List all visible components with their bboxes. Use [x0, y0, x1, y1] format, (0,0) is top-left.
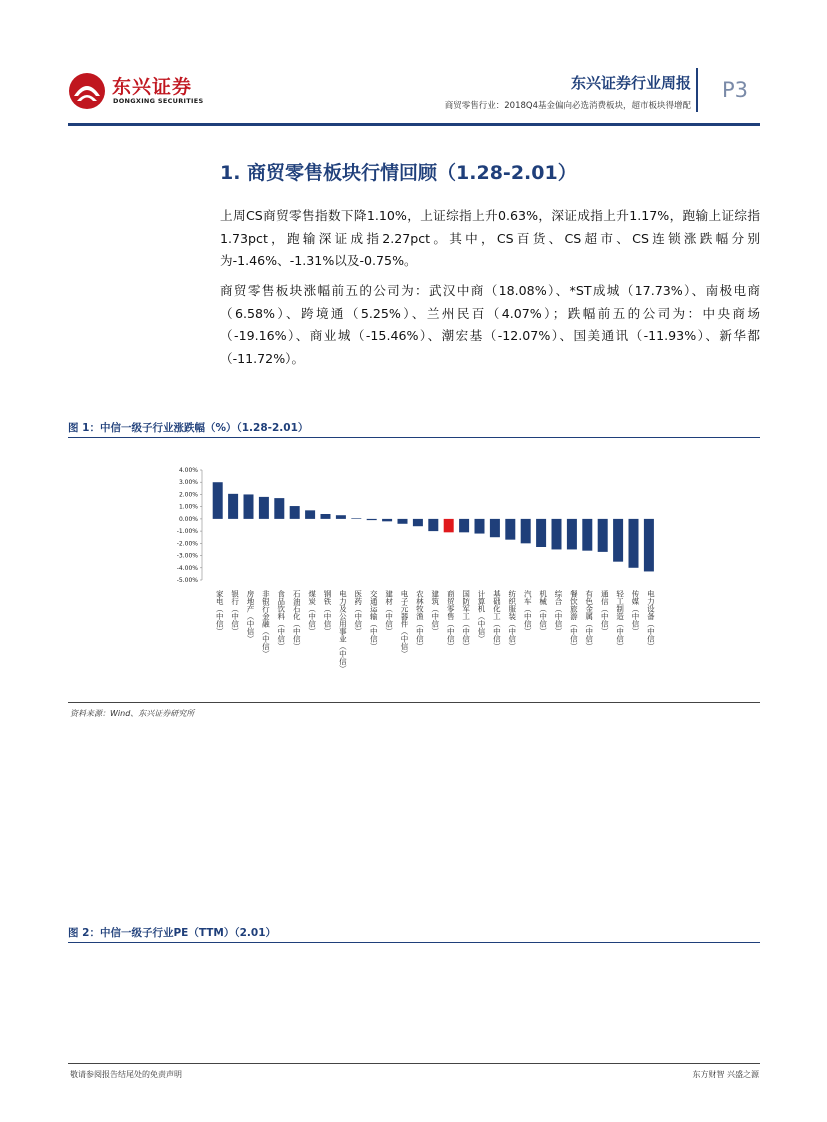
- chart-category-label: 电力及公用事业（中信）: [338, 590, 348, 673]
- chart-bar: [475, 519, 485, 534]
- chart-category-label: 石油石化（中信）: [292, 590, 302, 650]
- logo-company-name-en: DONGXING SECURITIES: [113, 97, 204, 105]
- chart-bar: [305, 510, 315, 519]
- chart-bar: [413, 519, 423, 526]
- chart-bar: [428, 519, 438, 531]
- chart-bar: [459, 519, 469, 532]
- chart-category-label: 家电（中信）: [215, 590, 225, 635]
- chart-bar: [290, 506, 300, 519]
- chart-category-label: 餐饮旅游（中信）: [569, 590, 579, 650]
- footer-disclaimer: 敬请参阅报告结尾处的免责声明: [70, 1070, 182, 1079]
- chart-bar: [536, 519, 546, 547]
- chart-category-label: 银行（中信）: [230, 590, 240, 635]
- chart-category-label: 电力设备（中信）: [646, 590, 656, 650]
- chart-bar: [521, 519, 531, 543]
- chart-category-label: 轻工制造（中信）: [615, 590, 625, 650]
- figure2-title: 图 2：中信一级子行业PE（TTM）（2.01）: [68, 927, 276, 939]
- chart-bar: [444, 519, 454, 532]
- figure2-top-rule: [68, 942, 760, 943]
- chart-y-tick-label: -1.00%: [176, 528, 198, 536]
- chart-bar: [213, 482, 223, 519]
- chart-bar: [244, 494, 254, 518]
- chart-bar: [567, 519, 577, 550]
- chart-y-tick-label: -5.00%: [176, 577, 198, 584]
- chart-bar: [351, 518, 361, 519]
- chart-bars: [213, 482, 654, 571]
- logo-company-name: 东兴证券: [112, 76, 193, 98]
- report-subtitle: 商贸零售行业：2018Q4基金偏向必选消费板块，超市板块得增配: [444, 101, 691, 111]
- chart-bar: [367, 519, 377, 520]
- chart-category-label: 商贸零售（中信）: [446, 590, 456, 650]
- chart-y-tick-label: -2.00%: [176, 540, 198, 548]
- chart-bar: [259, 497, 269, 519]
- chart-category-label: 通信（中信）: [600, 590, 610, 635]
- chart-category-label: 农林牧渔（中信）: [415, 590, 425, 650]
- figure1-source: 资料来源：Wind、东兴证券研究所: [70, 709, 195, 718]
- chart-category-label: 医药（中信）: [353, 590, 363, 635]
- chart-bar: [613, 519, 623, 562]
- chart-bar: [228, 494, 238, 519]
- company-logo: [68, 70, 208, 114]
- chart-category-label: 计算机（中信）: [477, 590, 486, 643]
- figure1-bottom-rule: [68, 702, 760, 703]
- chart-y-tick-label: 3.00%: [178, 479, 198, 487]
- chart-category-label: 汽车（中信）: [523, 590, 533, 635]
- chart-category-label: 煤炭（中信）: [307, 590, 317, 635]
- chart-bar: [382, 519, 392, 521]
- chart-y-tick-label: 0.00%: [178, 515, 198, 523]
- chart-category-label: 电子元器件（中信）: [400, 590, 409, 658]
- company-logo-mark: [68, 72, 106, 110]
- footer-slogan: 东方财智 兴盛之源: [692, 1070, 759, 1079]
- header-divider: [696, 68, 698, 112]
- figure1-title: 图 1：中信一级子行业涨跌幅（%）（1.28-2.01）: [68, 422, 309, 434]
- chart-category-label: 机械（中信）: [538, 590, 548, 635]
- chart-bar: [336, 515, 346, 519]
- chart-category-label: 非银行金融（中信）: [261, 590, 271, 658]
- chart-category-label: 食品饮料（中信）: [276, 590, 286, 650]
- chart-bar: [274, 498, 284, 519]
- chart-category-label: 综合（中信）: [554, 590, 563, 635]
- chart-bar: [582, 519, 592, 551]
- report-type: 东兴证券行业周报: [570, 74, 691, 92]
- chart-bar: [598, 519, 608, 552]
- paragraph-top-movers: 商贸零售板块涨幅前五的公司为：武汉中商（18.08%）、*ST成城（17.73%）、南极电商（6.58%）、跨境通（5.25%）、兰州民百（4.07%）；跌幅前五的公司为：中央商场（-19.16%）、商业城（-15.46%）、潮宏基（-12.07%）、国美通讯（-11.93%）、新华都（-11.72%）。: [220, 283, 760, 366]
- header-rule: [68, 123, 760, 126]
- footer-rule: [68, 1063, 760, 1064]
- chart-category-label: 基础化工（中信）: [492, 590, 502, 650]
- chart-category-label: 国防军工（中信）: [461, 590, 471, 650]
- sector-change-chart: [160, 458, 680, 690]
- chart-category-label: 钢铁（中信）: [323, 590, 332, 635]
- page-number: P3: [722, 78, 749, 102]
- chart-y-tick-label: 2.00%: [178, 491, 198, 499]
- chart-bar: [629, 519, 639, 568]
- chart-category-label: 建筑（中信）: [430, 590, 440, 635]
- chart-bar: [644, 519, 654, 572]
- chart-category-label: 建材（中信）: [384, 590, 394, 635]
- chart-bar: [505, 519, 515, 540]
- chart-bar: [490, 519, 500, 537]
- chart-y-tick-label: 1.00%: [178, 503, 198, 511]
- figure1-top-rule: [68, 437, 760, 438]
- chart-y-tick-label: 4.00%: [178, 467, 198, 474]
- chart-category-label: 纺织服装（中信）: [507, 590, 517, 650]
- chart-category-label: 有色金属（中信）: [584, 590, 594, 650]
- chart-category-label: 传媒（中信）: [631, 590, 640, 635]
- chart-y-tick-label: -4.00%: [176, 564, 198, 572]
- chart-category-label: 交通运输（中信）: [369, 590, 379, 650]
- chart-x-axis: [215, 589, 655, 673]
- chart-y-axis: [177, 467, 202, 584]
- chart-bar: [398, 519, 408, 524]
- chart-y-tick-label: -3.00%: [176, 552, 198, 560]
- paragraph-market-review: 上周CS商贸零售指数下降1.10%，上证综指上升0.63%，深证成指上升1.17%，跑输上证综指1.73pct，跑输深证成指2.27pct。其中，CS百货、CS超市、CS连锁涨跌幅分别为-1.46%、-1.31%以及-0.75%。: [220, 208, 760, 268]
- section-title: 1. 商贸零售板块行情回顾（1.28-2.01）: [220, 162, 577, 184]
- chart-category-label: 房地产（中信）: [246, 590, 255, 643]
- chart-bar: [552, 519, 562, 550]
- chart-bar: [321, 514, 331, 519]
